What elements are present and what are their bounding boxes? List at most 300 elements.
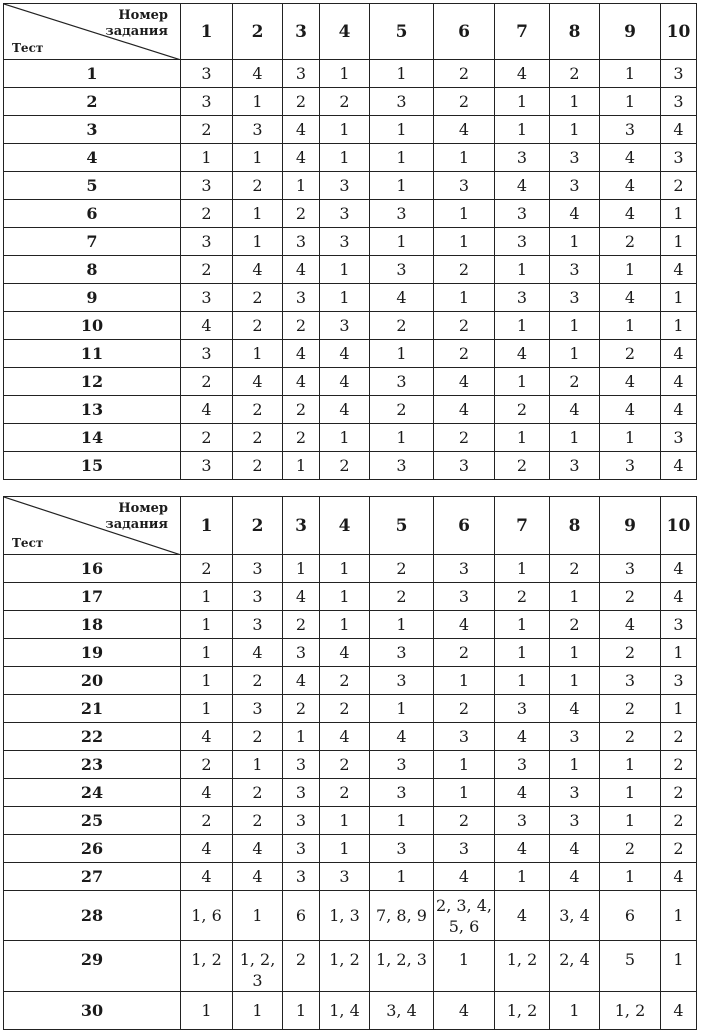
answer-cell: 2 [434, 340, 495, 368]
answer-cell: 3 [661, 144, 697, 172]
answer-cell: 2 [283, 424, 320, 452]
task-number-header: 3 [283, 4, 320, 60]
table-row [4, 88, 697, 116]
answer-cell: 1 [320, 424, 370, 452]
answer-cell: 1 [600, 256, 661, 284]
test-number-cell: 8 [4, 256, 181, 284]
answer-cell: 1 [320, 60, 370, 88]
test-number-cell: 9 [4, 284, 181, 312]
task-number-header: 10 [661, 4, 697, 60]
corner-header-cell [4, 497, 181, 555]
answer-cell: 3 [495, 751, 550, 779]
task-number-header: 4 [320, 4, 370, 60]
answer-cell: 4 [661, 368, 697, 396]
answer-cell: 3 [181, 452, 233, 480]
task-label-line2: задания [105, 517, 168, 532]
answer-cell: 2 [181, 555, 233, 583]
answer-cell: 4 [283, 340, 320, 368]
answer-cell: 1 [233, 228, 283, 256]
answer-cell: 2 [181, 424, 233, 452]
test-label: Тест [12, 536, 44, 550]
answer-cell: 2 [233, 172, 283, 200]
answer-cell: 4 [181, 723, 233, 751]
answer-cell: 3 [233, 695, 283, 723]
answer-cell: 1 [233, 891, 283, 941]
test-number-cell: 25 [4, 807, 181, 835]
answer-cell: 2 [550, 368, 600, 396]
test-number-cell: 2 [4, 88, 181, 116]
answer-cell: 2 [370, 312, 434, 340]
answer-cell: 2 [233, 807, 283, 835]
answer-cell: 4 [320, 368, 370, 396]
table-row [4, 368, 697, 396]
answer-cell: 1 [495, 88, 550, 116]
table-row [4, 807, 697, 835]
test-number-cell: 23 [4, 751, 181, 779]
table-row [4, 60, 697, 88]
answer-cell: 1 [661, 639, 697, 667]
test-number-cell: 3 [4, 116, 181, 144]
answer-cell: 2 [434, 88, 495, 116]
answer-cell: 3 [661, 88, 697, 116]
answer-cell: 4 [434, 396, 495, 424]
task-number-header: 9 [600, 4, 661, 60]
answer-cell: 1 [370, 863, 434, 891]
answer-cell: 4 [661, 340, 697, 368]
test-number-cell: 18 [4, 611, 181, 639]
task-number-header: 6 [434, 497, 495, 555]
answer-cell: 1, 3 [320, 891, 370, 941]
answer-cell: 3 [370, 779, 434, 807]
answer-cell: 4 [283, 583, 320, 611]
answer-cell: 3 [370, 751, 434, 779]
answer-cell: 4 [233, 835, 283, 863]
task-number-header: 8 [550, 4, 600, 60]
answer-cell: 2 [233, 452, 283, 480]
answer-cell: 2 [434, 256, 495, 284]
answer-cell: 2 [320, 695, 370, 723]
answer-cell: 2 [283, 396, 320, 424]
table-row [4, 723, 697, 751]
task-number-header: 2 [233, 4, 283, 60]
corner-header-cell [4, 4, 181, 60]
answer-cell: 3 [181, 88, 233, 116]
answer-cell: 4 [320, 639, 370, 667]
answer-cell: 3 [370, 200, 434, 228]
test-number-cell: 12 [4, 368, 181, 396]
answer-cell: 1 [283, 723, 320, 751]
answer-cell: 3 [550, 723, 600, 751]
answer-cell: 1 [370, 424, 434, 452]
table-row [4, 667, 697, 695]
answer-cell: 3 [550, 256, 600, 284]
answer-cell: 1, 2 [320, 941, 370, 992]
test-number-cell: 1 [4, 60, 181, 88]
answer-cell: 3 [600, 555, 661, 583]
task-number-header: 1 [181, 497, 233, 555]
answer-cell: 1 [550, 992, 600, 1030]
answer-cell: 3 [320, 863, 370, 891]
answer-cell: 6 [283, 891, 320, 941]
answer-cell: 1, 4 [320, 992, 370, 1030]
answer-cell: 5 [600, 941, 661, 992]
answer-cell: 3 [370, 835, 434, 863]
answer-cell: 2 [434, 807, 495, 835]
answer-cell: 4 [283, 256, 320, 284]
answer-cell: 3, 4 [370, 992, 434, 1030]
answer-cell: 1, 2 [495, 941, 550, 992]
answer-cell: 2 [181, 807, 233, 835]
answer-cell: 1 [233, 992, 283, 1030]
answer-cell: 1 [320, 807, 370, 835]
answer-cell: 4 [434, 116, 495, 144]
answer-cell: 2 [181, 256, 233, 284]
answer-cell: 1 [370, 611, 434, 639]
answer-cell: 2 [434, 424, 495, 452]
answer-cell: 4 [233, 256, 283, 284]
answer-cell: 1 [495, 424, 550, 452]
test-number-cell: 28 [4, 891, 181, 941]
test-number-cell: 30 [4, 992, 181, 1030]
answer-cell: 3 [370, 88, 434, 116]
task-number-header: 8 [550, 497, 600, 555]
answer-cell: 1 [550, 340, 600, 368]
table-row [4, 172, 697, 200]
answer-cell: 4 [283, 116, 320, 144]
answer-cell: 1 [550, 88, 600, 116]
answer-cell: 3 [233, 116, 283, 144]
answer-cell: 3 [661, 424, 697, 452]
answer-cell: 1 [600, 807, 661, 835]
answer-cell: 4 [434, 611, 495, 639]
answer-cell: 1 [495, 863, 550, 891]
answer-cell: 2 [661, 807, 697, 835]
answer-cell: 1 [320, 555, 370, 583]
answer-cell: 4 [283, 667, 320, 695]
task-label-line1: Номер [118, 501, 168, 516]
task-number-header: 5 [370, 497, 434, 555]
answer-cell: 1 [181, 695, 233, 723]
answer-cell: 1, 2, 3 [370, 941, 434, 992]
answer-cell: 3 [550, 144, 600, 172]
answer-cell: 3 [283, 60, 320, 88]
answer-cell: 1 [370, 144, 434, 172]
answer-cell: 3 [495, 284, 550, 312]
answer-cell: 3 [370, 667, 434, 695]
table-row [4, 611, 697, 639]
answer-cell: 2 [434, 312, 495, 340]
table-row [4, 116, 697, 144]
answer-cell: 2 [600, 228, 661, 256]
test-number-cell: 5 [4, 172, 181, 200]
answer-cell: 4 [370, 284, 434, 312]
answer-cell: 3 [283, 835, 320, 863]
answer-cell: 4 [181, 835, 233, 863]
answer-cell: 2 [661, 751, 697, 779]
table-row [4, 312, 697, 340]
test-number-cell: 13 [4, 396, 181, 424]
answer-cell: 1 [233, 340, 283, 368]
answer-cell: 4 [370, 723, 434, 751]
answer-cell: 3 [283, 779, 320, 807]
answer-cell: 1 [661, 891, 697, 941]
answer-cell: 1 [495, 555, 550, 583]
answer-cell: 1 [600, 60, 661, 88]
answer-cell: 3 [434, 555, 495, 583]
answer-cell: 1 [600, 312, 661, 340]
answer-cell: 7, 8, 9 [370, 891, 434, 941]
answer-cell: 2 [434, 695, 495, 723]
test-number-cell: 11 [4, 340, 181, 368]
answer-cell: 2 [283, 312, 320, 340]
answer-cell: 2 [181, 368, 233, 396]
answer-cell: 1 [661, 312, 697, 340]
answer-cell: 1 [550, 228, 600, 256]
task-number-header: 4 [320, 497, 370, 555]
answer-cell: 4 [495, 340, 550, 368]
answer-cell: 1 [233, 751, 283, 779]
answer-cell: 2 [320, 779, 370, 807]
answer-cell: 2 [283, 611, 320, 639]
answer-cell: 4 [181, 779, 233, 807]
answer-cell: 3 [181, 60, 233, 88]
answer-cell: 3 [320, 228, 370, 256]
answer-cell: 1, 6 [181, 891, 233, 941]
answer-cell: 1 [550, 116, 600, 144]
answer-cell: 4 [600, 200, 661, 228]
answer-cell: 4 [233, 60, 283, 88]
answer-cell: 2 [600, 583, 661, 611]
task-number-label [105, 501, 168, 533]
answer-cell: 1 [495, 312, 550, 340]
table-row [4, 583, 697, 611]
answer-cell: 1 [661, 284, 697, 312]
answer-cell: 2 [600, 723, 661, 751]
test-number-cell: 10 [4, 312, 181, 340]
task-number-header: 10 [661, 497, 697, 555]
answer-cell: 1 [370, 695, 434, 723]
answer-cell: 3 [233, 583, 283, 611]
test-number-cell: 26 [4, 835, 181, 863]
test-number-cell: 29 [4, 941, 181, 992]
answer-cell: 1 [370, 60, 434, 88]
table-row [4, 340, 697, 368]
answer-cell: 4 [600, 611, 661, 639]
answer-cell: 1, 2 [495, 992, 550, 1030]
answer-cell: 4 [233, 639, 283, 667]
answer-cell: 1 [550, 424, 600, 452]
answer-cell: 1 [600, 88, 661, 116]
answer-cell: 4 [600, 144, 661, 172]
answer-cell: 3 [550, 172, 600, 200]
table-row [4, 751, 697, 779]
answer-cell: 4 [434, 863, 495, 891]
answer-cell: 1 [181, 583, 233, 611]
test-number-cell: 21 [4, 695, 181, 723]
answer-cell: 3 [495, 144, 550, 172]
table-row [4, 639, 697, 667]
test-number-cell: 22 [4, 723, 181, 751]
answer-cell: 4 [550, 396, 600, 424]
answer-cell: 1 [600, 424, 661, 452]
answer-cell: 3 [283, 751, 320, 779]
answer-cell: 2 [181, 751, 233, 779]
answer-cell: 3 [181, 172, 233, 200]
task-label-line2: задания [105, 24, 168, 39]
answer-cell: 1 [370, 116, 434, 144]
task-number-header: 7 [495, 497, 550, 555]
test-number-cell: 6 [4, 200, 181, 228]
answer-cell: 2, 4 [550, 941, 600, 992]
answer-cell: 4 [320, 340, 370, 368]
answer-cell: 2 [495, 396, 550, 424]
answer-cell: 1 [320, 144, 370, 172]
answer-cell: 1 [283, 172, 320, 200]
answer-cell: 4 [233, 863, 283, 891]
answer-cell: 1 [495, 256, 550, 284]
answer-cell: 3 [370, 639, 434, 667]
task-number-header: 5 [370, 4, 434, 60]
header-row [4, 4, 697, 60]
answer-cell: 2 [233, 312, 283, 340]
answer-cell: 1 [370, 228, 434, 256]
answer-cell: 1 [550, 583, 600, 611]
answer-cell: 2 [283, 200, 320, 228]
answer-cell: 4 [550, 695, 600, 723]
answer-cell: 4 [661, 256, 697, 284]
test-number-cell: 19 [4, 639, 181, 667]
answer-cell: 2 [661, 835, 697, 863]
answer-cell: 3 [320, 312, 370, 340]
answer-cell: 1 [434, 751, 495, 779]
answer-cell: 4 [661, 583, 697, 611]
answer-cell: 3 [283, 639, 320, 667]
answer-cell: 3 [550, 779, 600, 807]
answer-cell: 4 [661, 396, 697, 424]
test-label: Тест [12, 41, 44, 55]
table-row [4, 891, 697, 941]
answer-cell: 1 [495, 116, 550, 144]
answer-cell: 3 [495, 200, 550, 228]
answer-cell: 3 [320, 172, 370, 200]
answer-cell: 1 [283, 555, 320, 583]
answer-cell: 4 [550, 863, 600, 891]
answer-cell: 1 [181, 667, 233, 695]
answer-cell: 3 [661, 60, 697, 88]
answer-cell: 4 [320, 396, 370, 424]
answer-cell: 1 [434, 667, 495, 695]
answer-cell: 4 [181, 863, 233, 891]
answer-cell: 1 [550, 639, 600, 667]
table-row [4, 200, 697, 228]
answer-cell: 2 [233, 779, 283, 807]
answer-cell: 2 [495, 583, 550, 611]
answer-cell: 4 [495, 60, 550, 88]
answer-cell: 3 [283, 284, 320, 312]
task-number-header: 7 [495, 4, 550, 60]
test-number-cell: 16 [4, 555, 181, 583]
answer-cell: 1 [320, 116, 370, 144]
answer-cell: 4 [661, 555, 697, 583]
answer-cell: 3 [233, 555, 283, 583]
answer-cell: 4 [233, 368, 283, 396]
answer-cell: 4 [661, 452, 697, 480]
table-row [4, 284, 697, 312]
answer-cell: 4 [495, 723, 550, 751]
answer-cell: 2 [233, 284, 283, 312]
answer-cell: 1 [181, 992, 233, 1030]
answer-cell: 1 [181, 639, 233, 667]
test-number-cell: 24 [4, 779, 181, 807]
answer-cell: 4 [550, 835, 600, 863]
answer-cell: 4 [661, 863, 697, 891]
test-number-cell: 4 [4, 144, 181, 172]
answer-cell: 1 [320, 611, 370, 639]
answer-cell: 3 [495, 695, 550, 723]
answer-cell: 4 [495, 172, 550, 200]
answer-cell: 2 [233, 667, 283, 695]
answer-cell: 4 [600, 284, 661, 312]
answer-cell: 3 [550, 807, 600, 835]
answer-cell: 2 [320, 751, 370, 779]
answer-cell: 1, 2, 3 [233, 941, 283, 992]
answer-cell: 3 [320, 200, 370, 228]
answer-cell: 1 [661, 200, 697, 228]
answer-cell: 3 [661, 611, 697, 639]
answer-cell: 1 [495, 667, 550, 695]
test-number-cell: 7 [4, 228, 181, 256]
answer-cell: 1 [550, 667, 600, 695]
answer-cell: 1 [233, 88, 283, 116]
task-number-label [105, 8, 168, 40]
answer-cell: 3 [434, 723, 495, 751]
answer-cell: 4 [661, 992, 697, 1030]
answer-cell: 1 [434, 941, 495, 992]
answer-cell: 2 [320, 452, 370, 480]
answer-cell: 2 [600, 695, 661, 723]
answer-cell: 2 [320, 88, 370, 116]
answer-cell: 4 [283, 144, 320, 172]
answer-cell: 3, 4 [550, 891, 600, 941]
answer-cell: 2 [370, 396, 434, 424]
answer-cell: 2 [320, 667, 370, 695]
answer-cell: 3 [600, 667, 661, 695]
table-row [4, 941, 697, 992]
answer-cell: 1 [233, 200, 283, 228]
answer-cell: 1 [600, 751, 661, 779]
answer-cell: 3 [181, 340, 233, 368]
table-row [4, 555, 697, 583]
task-number-header: 3 [283, 497, 320, 555]
answer-cell: 1 [495, 368, 550, 396]
answer-cell: 2 [661, 779, 697, 807]
answer-cell: 1 [320, 583, 370, 611]
answer-cell: 4 [495, 891, 550, 941]
answer-cell: 2 [283, 941, 320, 992]
answer-cell: 1 [320, 284, 370, 312]
answer-cell: 2 [495, 452, 550, 480]
answer-cell: 2 [600, 639, 661, 667]
answer-cell: 1 [600, 863, 661, 891]
answer-cell: 1 [320, 835, 370, 863]
answer-cell: 1 [181, 611, 233, 639]
answer-cell: 1 [550, 312, 600, 340]
answer-cell: 4 [495, 835, 550, 863]
answer-cell: 2 [661, 172, 697, 200]
answer-cell: 3 [283, 863, 320, 891]
answer-cell: 2 [181, 200, 233, 228]
task-number-header: 2 [233, 497, 283, 555]
